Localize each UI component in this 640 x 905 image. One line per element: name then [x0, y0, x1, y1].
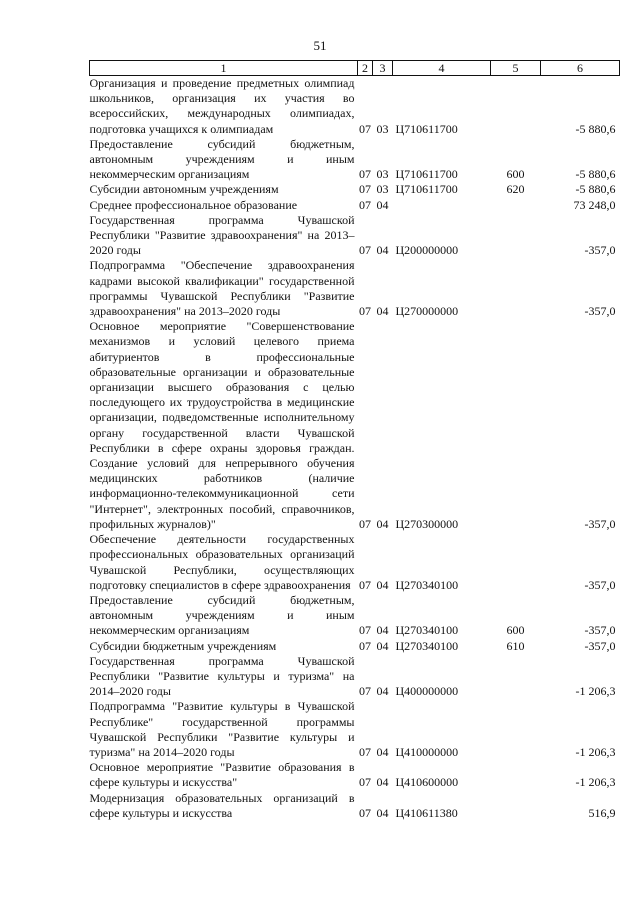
row-name: Подпрограмма "Развитие культуры в Чувашской Республике" государственной программы Чувашской Республики "Развитие культуры и туризма" на 2014–2020 годы — [89, 699, 355, 759]
row-vr — [491, 791, 541, 821]
table-row — [90, 182, 620, 197]
table-row — [90, 699, 620, 760]
row-rz: 07 — [359, 623, 371, 638]
table-row — [90, 258, 620, 319]
row-pr: 04 — [376, 684, 389, 699]
table-row — [90, 593, 620, 639]
row-name: Предоставление субсидий бюджетным, автономным учреждениям и иным некоммерческим организациям — [89, 592, 355, 638]
row-sum: 516,9 — [588, 805, 616, 820]
row-rz: 07 — [359, 197, 371, 212]
row-csr: Ц710611700 — [395, 121, 458, 136]
row-rz: 07 — [359, 638, 371, 653]
row-sum: -1 206,3 — [575, 684, 616, 699]
row-name: Среднее профессиональное образование — [89, 197, 298, 212]
row-pr: 04 — [376, 744, 389, 759]
row-vr — [491, 258, 541, 319]
row-rz: 07 — [359, 684, 371, 699]
row-sum: -5 880,6 — [575, 182, 616, 197]
row-vr — [491, 654, 541, 700]
row-rz: 07 — [359, 744, 371, 759]
row-name: Организация и проведение предметных олимпиад школьников, организация их участия во всероссийских, международных олимпиадах, подготовка учащихся к олимпиадам — [89, 76, 355, 136]
row-sum: -1 206,3 — [575, 744, 616, 759]
row-pr: 04 — [376, 243, 389, 258]
table-row — [90, 137, 620, 183]
row-name: Подпрограмма "Обеспечение здравоохранения кадрами высокой квалификации" государственной программы Чувашской Республики "Развитие здравоохранения" на 2013–2020 годы — [89, 258, 355, 319]
table-row — [90, 760, 620, 790]
row-pr: 04 — [376, 805, 389, 820]
row-pr: 04 — [376, 577, 389, 592]
row-pr: 04 — [376, 775, 389, 790]
row-name: Субсидии автономным учреждениям — [89, 182, 279, 197]
row-sum: 73 248,0 — [573, 197, 616, 212]
table-row — [90, 639, 620, 654]
row-name: Предоставление субсидий бюджетным, автономным учреждениям и иным некоммерческим организациям — [89, 136, 355, 182]
row-csr: Ц270000000 — [395, 304, 459, 319]
row-rz: 07 — [359, 167, 371, 182]
table-row — [90, 213, 620, 259]
row-sum: -357,0 — [584, 304, 616, 319]
row-name: Государственная программа Чувашской Республики "Развитие культуры и туризма" на 2014–2020 годы — [89, 653, 355, 699]
row-sum: -1 206,3 — [575, 775, 616, 790]
row-csr: Ц410600000 — [395, 775, 459, 790]
header-col-2: 2 — [358, 61, 373, 76]
row-vr: 620 — [506, 182, 525, 197]
row-vr: 600 — [506, 623, 525, 638]
row-name: Основное мероприятие "Развитие образования в сфере культуры и искусства" — [89, 760, 355, 790]
row-pr: 04 — [376, 638, 389, 653]
table-row — [90, 76, 620, 137]
row-name: Основное мероприятие "Совершенствование механизмов и условий целевого приема абитуриентов в профессиональные образовательные организации и образовательные организации высшего образования с целью последующего их трудоустройства в медицинские организации, подведомственные исполнительному органу государственной власти Чувашской Республики в сфере охраны здоровья граждан. Создание условий для непрерывного обучения медицинских работников (наличие информационно-телекоммуникационной сети "Интернет", электронных пособий, справочников, профильных журналов)" — [89, 319, 355, 531]
header-col-6: 6 — [541, 61, 620, 76]
row-rz: 07 — [359, 775, 371, 790]
row-name: Субсидии бюджетным учреждениям — [89, 638, 277, 653]
row-sum: -357,0 — [584, 623, 616, 638]
row-vr — [491, 213, 541, 259]
row-rz: 07 — [359, 182, 371, 197]
row-pr: 04 — [376, 304, 389, 319]
header-col-4: 4 — [393, 61, 491, 76]
row-vr: 600 — [506, 167, 525, 182]
row-csr: Ц410611380 — [395, 805, 458, 820]
row-csr: Ц270340100 — [395, 623, 459, 638]
table-row — [90, 319, 620, 532]
row-rz: 07 — [359, 516, 371, 531]
page-number: 51 — [313, 38, 327, 53]
row-vr — [491, 532, 541, 593]
table-row — [90, 532, 620, 593]
row-csr: Ц400000000 — [395, 684, 459, 699]
row-csr: Ц200000000 — [395, 243, 459, 258]
row-sum: -357,0 — [584, 638, 616, 653]
header-col-5: 5 — [491, 61, 541, 76]
table-header-row — [90, 61, 620, 76]
row-vr: 610 — [506, 638, 525, 653]
row-rz: 07 — [359, 304, 371, 319]
row-sum: -5 880,6 — [575, 121, 616, 136]
row-sum: -357,0 — [584, 577, 616, 592]
row-pr: 03 — [376, 182, 389, 197]
row-sum: -357,0 — [584, 243, 616, 258]
row-sum: -5 880,6 — [575, 167, 616, 182]
row-csr: Ц270340100 — [395, 638, 459, 653]
row-csr: Ц710611700 — [395, 182, 458, 197]
row-vr — [491, 760, 541, 790]
row-name: Государственная программа Чувашской Республики "Развитие здравоохранения" на 2013–2020 годы — [89, 212, 355, 258]
header-col-3: 3 — [373, 61, 393, 76]
table-row — [90, 198, 620, 213]
table-row — [90, 654, 620, 700]
row-pr: 04 — [376, 516, 389, 531]
row-vr — [491, 76, 541, 137]
row-csr: Ц410000000 — [395, 744, 459, 759]
row-pr: 03 — [376, 121, 389, 136]
row-rz: 07 — [359, 805, 371, 820]
row-name: Обеспечение деятельности государственных профессиональных образовательных организаций Чувашской Республики, осуществляющих подготовку специалистов в сфере здравоохранения — [89, 532, 355, 592]
row-csr: Ц270340100 — [395, 577, 459, 592]
budget-table — [89, 60, 620, 821]
table-row — [90, 791, 620, 821]
row-rz: 07 — [359, 243, 371, 258]
row-name: Модернизация образовательных организаций в сфере культуры и искусства — [89, 790, 355, 820]
row-csr — [393, 198, 491, 213]
row-csr: Ц710611700 — [395, 167, 458, 182]
row-rz: 07 — [359, 577, 371, 592]
row-rz: 07 — [359, 121, 371, 136]
row-pr: 04 — [376, 197, 389, 212]
header-col-1: 1 — [90, 61, 358, 76]
row-sum: -357,0 — [584, 516, 616, 531]
row-vr — [491, 319, 541, 532]
row-pr: 04 — [376, 623, 389, 638]
row-pr: 03 — [376, 167, 389, 182]
row-vr — [491, 699, 541, 760]
row-csr: Ц270300000 — [395, 516, 459, 531]
row-vr — [491, 198, 541, 213]
